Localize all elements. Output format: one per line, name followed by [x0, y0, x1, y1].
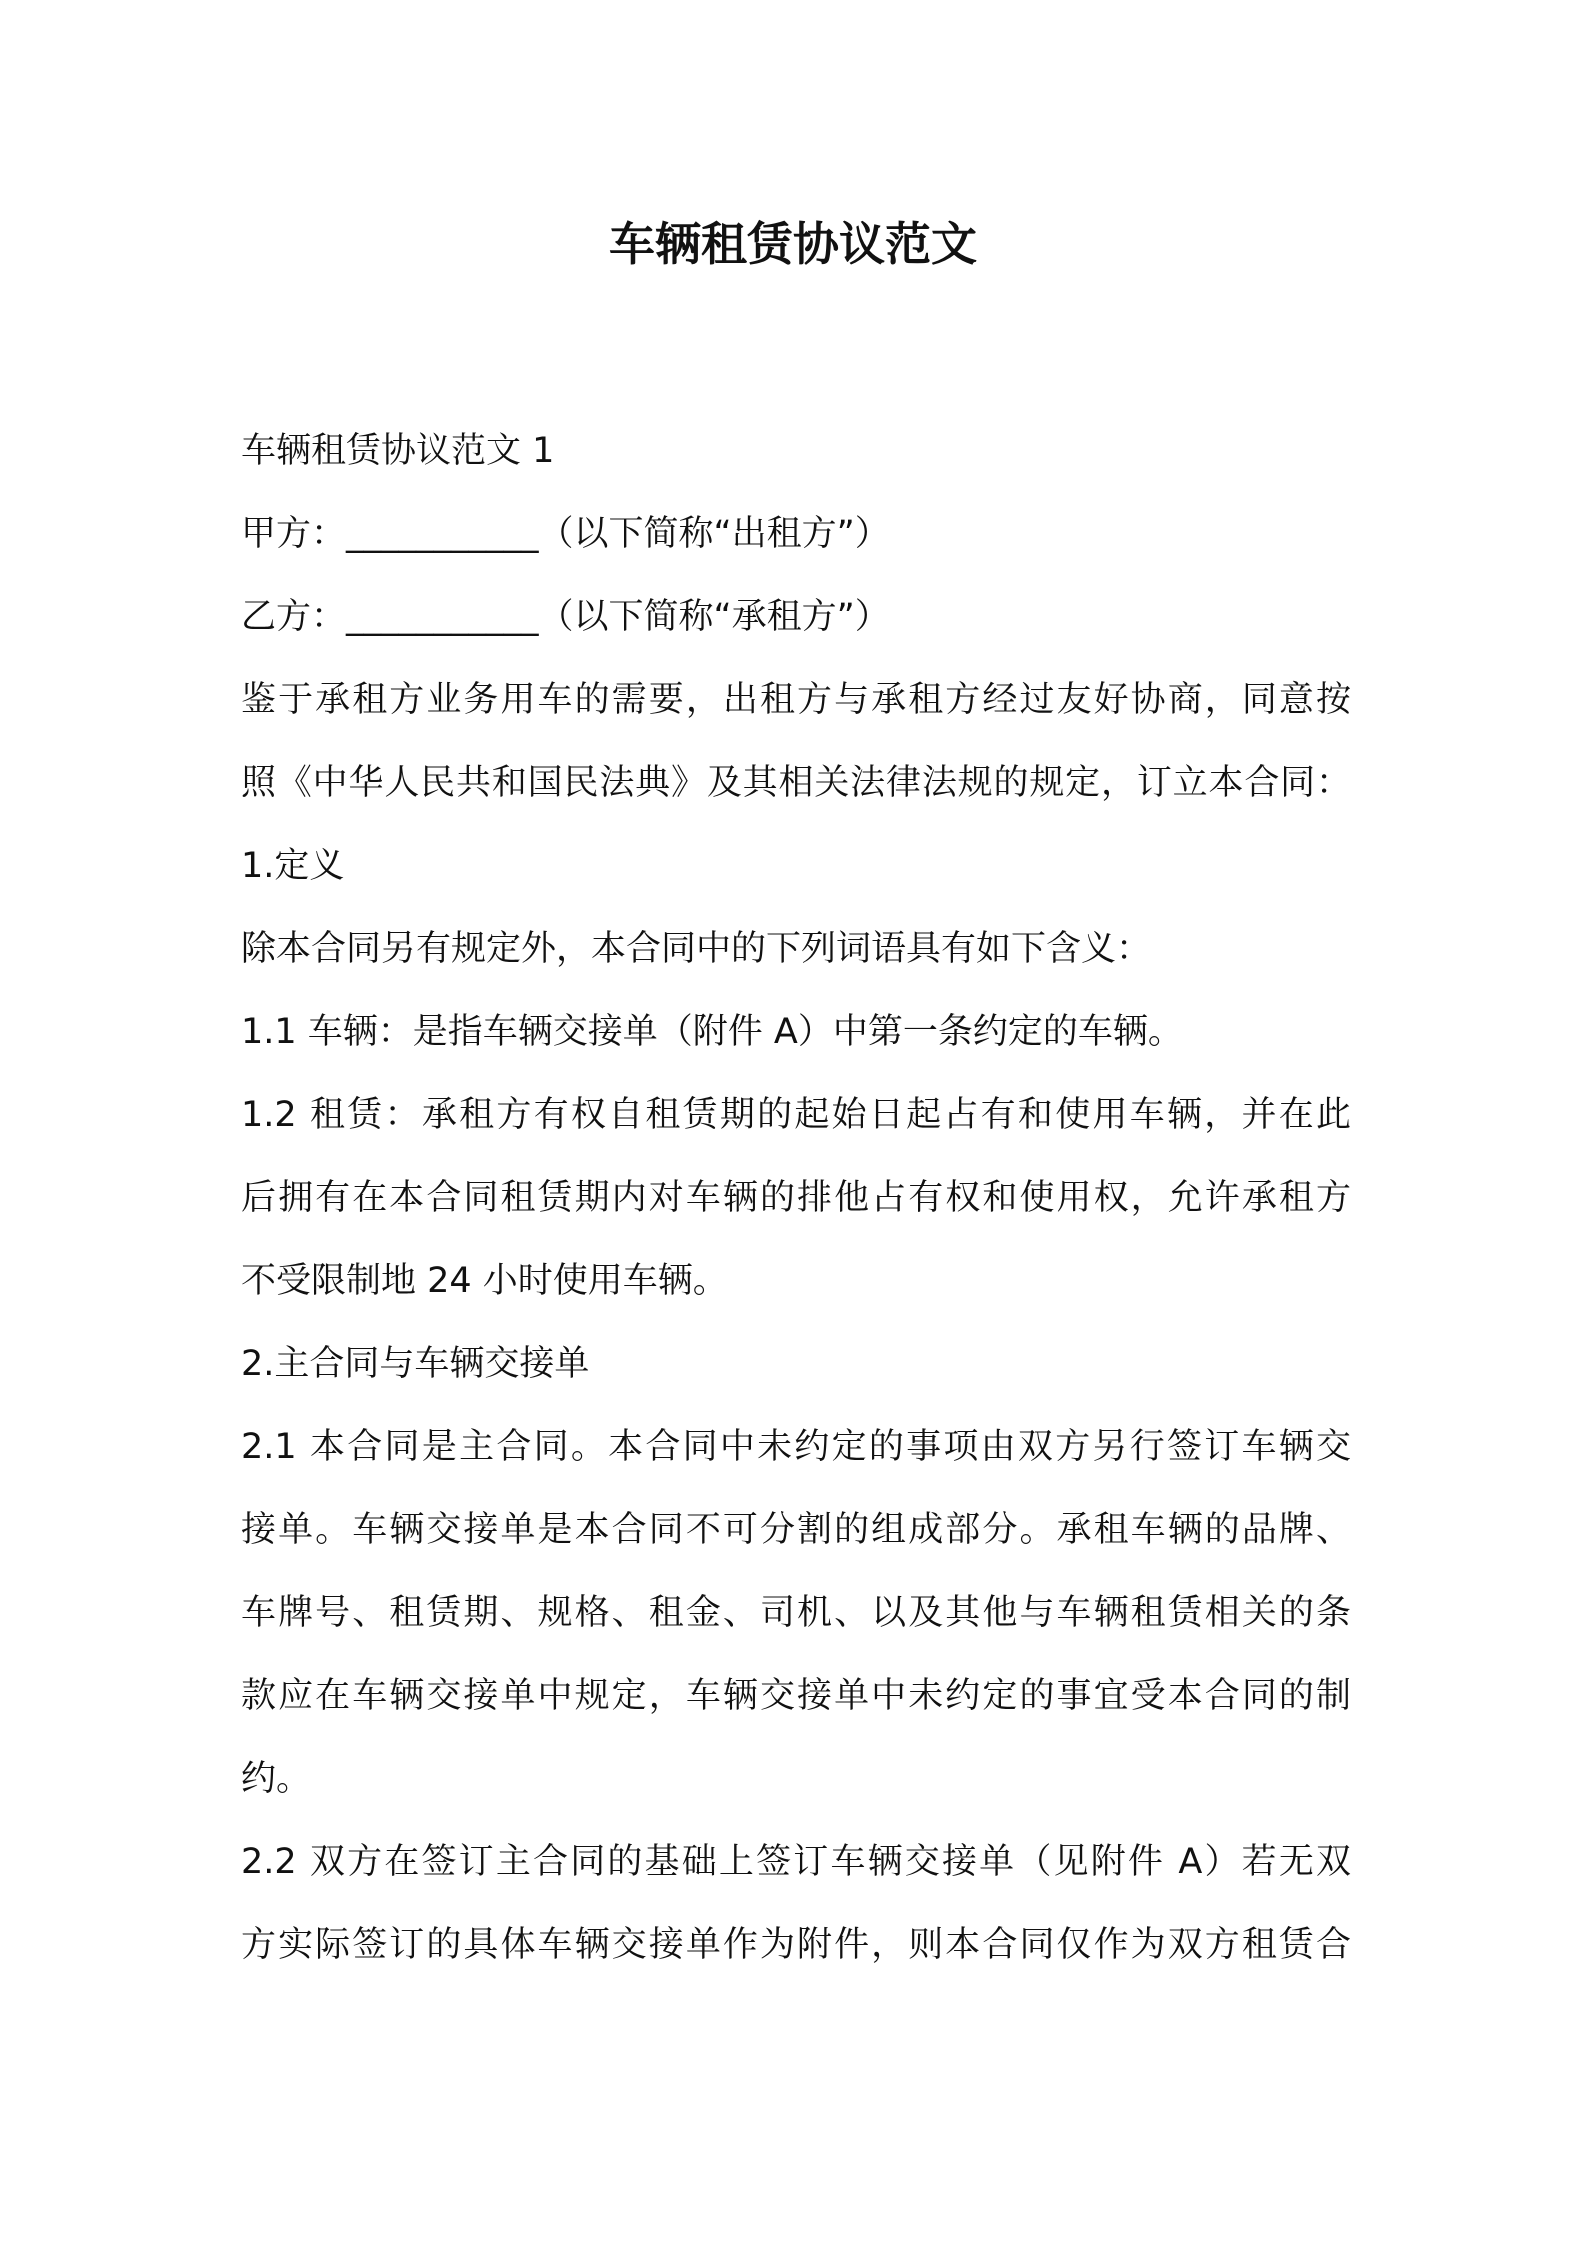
document-body: [241, 410, 1351, 1987]
body-line: 甲方：___________（以下简称“出租方”）: [241, 514, 890, 554]
body-line: 接单。车辆交接单是本合同不可分割的组成部分。承租车辆的品牌、: [241, 1510, 1351, 1550]
body-line: 1.定义: [241, 846, 345, 886]
body-line: 约。: [241, 1759, 312, 1799]
body-line: 2.2 双方在签订主合同的基础上签订车辆交接单（见附件 A）若无双: [241, 1842, 1351, 1882]
body-line: 款应在车辆交接单中规定，车辆交接单中未约定的事宜受本合同的制: [241, 1676, 1351, 1716]
body-line: 车辆租赁协议范文 1: [241, 431, 555, 471]
body-line: 方实际签订的具体车辆交接单作为附件，则本合同仅作为双方租赁合: [241, 1925, 1351, 1965]
body-line: 除本合同另有规定外，本合同中的下列词语具有如下含义：: [241, 929, 1152, 969]
document-title: 车辆租赁协议范文: [609, 217, 977, 271]
body-line: 2.主合同与车辆交接单: [241, 1344, 590, 1384]
body-line: 车牌号、租赁期、规格、租金、司机、以及其他与车辆租赁相关的条: [241, 1593, 1351, 1633]
body-line: 1.2 租赁：承租方有权自租赁期的起始日起占有和使用车辆，并在此: [241, 1095, 1351, 1135]
body-line: 不受限制地 24 小时使用车辆。: [241, 1261, 728, 1301]
body-line: 2.1 本合同是主合同。本合同中未约定的事项由双方另行签订车辆交: [241, 1427, 1351, 1467]
body-line: 1.1 车辆：是指车辆交接单（附件 A）中第一条约定的车辆。: [241, 1012, 1183, 1052]
body-line: 后拥有在本合同租赁期内对车辆的排他占有权和使用权，允许承租方: [241, 1178, 1351, 1218]
body-line: 鉴于承租方业务用车的需要，出租方与承租方经过友好协商，同意按: [241, 680, 1351, 720]
body-line: 乙方：___________（以下简称“承租方”）: [241, 597, 890, 637]
body-line: 照《中华人民共和国民法典》及其相关法律法规的规定，订立本合同：: [241, 763, 1351, 803]
